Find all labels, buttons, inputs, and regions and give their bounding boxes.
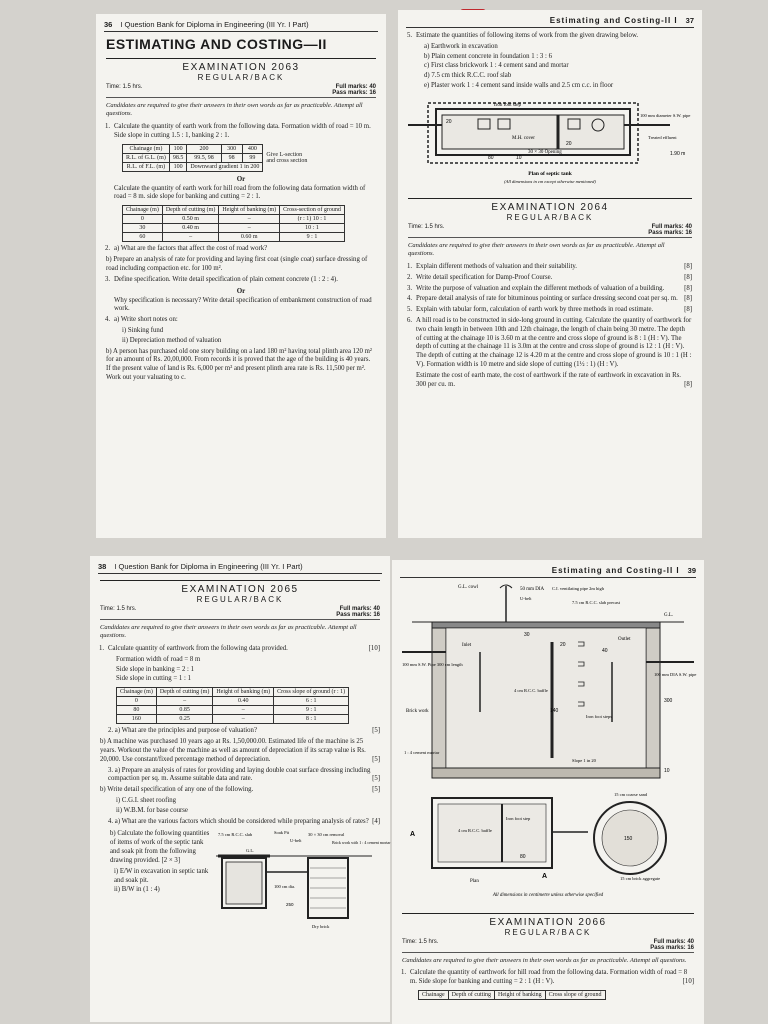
time: Time: 1.5 hrs. — [106, 84, 143, 90]
q3b-item-2: ii) W.B.M. for base course — [116, 806, 188, 814]
label-brickwork: Brick work with 1 : 4 cement mortar — [332, 840, 391, 846]
exam-meta — [408, 224, 692, 238]
question-6: 6. A hill road is to be constructed in side-long ground in cutting. Calculate the quantity of earthwork for two chain length in between 10th and 12th chainage, the length of chain being 30 metre. The depth of cutting at the chainage 10 is 3.60 m at the centre and cross slope of ground is 8 : 1 (H : V). The depth of cutting at the chainage 11 is 3.0m at the centre and cross slope of ground is 12 : 1 (H : V). The depth of cutting at the chainage 12 is 4.20 m at the centre and cross slope of ground is 10 : 1 (H : V). Formation width is 10 metre and side slope of cutting (1½ : 1) (H : V). — [407, 316, 692, 369]
exam-year: EXAMINATION 2063 — [182, 62, 300, 73]
question-5: 5. Explain with tabular form, calculation of earth work by three methods in road estimate. [8] — [407, 306, 692, 314]
dim-20a: 20 — [446, 118, 452, 125]
exam-year: EXAMINATION 2066 — [489, 917, 607, 928]
question-2a: 2. a) What are the factors that affect the cost of road work? — [105, 245, 268, 253]
item-d: d) 7.5 cm thick R.C.C. roof slab — [424, 72, 512, 80]
label-sw-pipe-2: 100 mm DIA S.W. pipe — [654, 672, 697, 677]
book-title: I Question Bank for Diploma in Engineering (III Yr. I Part) — [114, 562, 303, 571]
label-soak-pit: Soak Pit — [274, 830, 290, 836]
dim-140: 140 — [550, 708, 559, 714]
figure-note: All dimensions in centimetre unless otherwise specified — [492, 893, 604, 898]
question-3: 3. Define specification. Write detail specification of plain cement concrete (1 : 2 : 4). — [105, 275, 338, 283]
label-slab: 7.5 cm R.C.C. slab precast — [572, 600, 620, 605]
item-c: c) First class brickwork 1 : 4 cement sand and mortar — [424, 62, 569, 70]
question-1-alt: Calculate the quantity of earth work for hill road from the following data formation width of road = 8 m. side slope for banking and cutting = 2 : 1. — [114, 184, 366, 201]
label-ubelt: U-belt — [290, 838, 302, 844]
exam-heading — [106, 58, 376, 82]
question-1: 1. Calculate quantity of earthwork from the following data provided. [10] — [99, 644, 380, 652]
label-ci-pipe: C.I. ventilating pipe 2m high — [552, 586, 604, 591]
page-number: 37 — [685, 16, 694, 25]
label-sw-pipe: 100 mm S.W. Pipe 300 cm length — [402, 662, 463, 667]
exam-type: REGULAR/BACK — [504, 928, 592, 937]
full-marks: Full marks: 40 — [651, 223, 692, 230]
dim-30: 30 — [524, 632, 530, 638]
full-marks: Full marks: 40 — [339, 606, 380, 612]
septic-tank-section-figure — [402, 582, 697, 907]
q4b-item-2: ii) B/W in (1 : 4) — [114, 886, 160, 894]
question-4: 4. Prepare detail analysis of rate for bituminous pointing or surface dressing second coat per sq. m. [8] — [407, 295, 692, 303]
label-slab: 7.5 cm R.C.C. slab — [218, 832, 253, 838]
section-mark-a: A — [410, 831, 416, 838]
pass-marks: Pass marks: 16 — [332, 90, 376, 96]
label-iron-steps: Iron foot steps — [586, 714, 612, 719]
exam-heading — [402, 913, 694, 937]
page-39 — [392, 560, 704, 1024]
q1b-data-table: Chainage (m) Depth of cutting (m) Height of banking (m) Cross-section of ground 0 0.50 m – (r : 1) 10 : 1 30 0.40 m – 10 : 1 60 – 0.60 m 9 : 1 — [122, 205, 345, 242]
dim-10: 10 — [516, 154, 522, 161]
label-plan-iron-step: Iron foot step — [506, 816, 531, 821]
pass-marks: Pass marks: 16 — [336, 612, 380, 618]
item-e: e) Plaster work 1 : 4 cement sand inside walls and 2.5 cm c.c. in floor — [424, 82, 614, 90]
label-gl: G.L. — [246, 848, 255, 854]
septic-tank-section-drawing — [402, 582, 697, 902]
exam-meta — [402, 939, 694, 953]
dim-80: 80 — [488, 154, 494, 161]
figure-caption: Plan of septic tank — [528, 170, 572, 177]
exam-year: EXAMINATION 2065 — [181, 584, 299, 595]
page-number: 39 — [687, 566, 696, 575]
page-number: 36 — [104, 20, 113, 29]
question-4a: 4. a) Write short notes on: — [105, 316, 178, 324]
figure-note: (All dimensions in cm except otherwise mentioned) — [504, 178, 596, 184]
question-3-alt: Why specification is necessary? Write detail specification of embankment construction of road work. — [114, 296, 372, 313]
exam-type: REGULAR/BACK — [506, 212, 594, 222]
q4-item-1: i) Sinking fund — [122, 326, 164, 334]
label-aggregate: 15 cm brick aggregate — [620, 876, 661, 881]
question-4a: 4. a) What are the various factors which should be considered while preparing analysis of rates? [4] — [108, 817, 380, 825]
item-a: a) Earthwork in excavation — [424, 42, 498, 50]
label-opening: 30 × 30 Opening — [528, 149, 562, 155]
q1-line-3: Side slope in cutting = 1 : 1 — [116, 675, 192, 683]
instructions: Candidates are required to give their answers in their own words as far as practicable. Attempt all questions. — [106, 102, 363, 118]
question-3a: 3. a) Prepare an analysis of rates for providing and laying double coat surface dressing including compaction per sq. m. Assume suitable data and rate. [5] — [108, 766, 380, 783]
full-marks: Full marks: 40 — [335, 84, 376, 90]
question-5: 5. Estimate the quantities of following items of work from the given drawing below. — [407, 32, 639, 39]
pass-marks: Pass marks: 16 — [648, 229, 692, 236]
dim-80: 80 — [520, 854, 526, 860]
q1-line-2: Side slope in banking = 2 : 1 — [116, 665, 195, 673]
running-header — [98, 562, 382, 574]
label-opening: 30 × 30 cm removal — [308, 832, 345, 838]
question-3: 3. Write the purpose of valuation and explain the different methods of valuation of a building. [8] — [407, 284, 692, 292]
page-36 — [96, 14, 386, 538]
dim-20: 20 — [560, 642, 566, 648]
running-title: Estimating and Costing-II I — [551, 566, 680, 575]
question-4b: b) Calculate the following quantities of items of work of the septic tank and soak pit from the following drawing provided. [2 × 3] — [110, 830, 210, 864]
page-37 — [398, 10, 702, 538]
label-plan: Plan — [470, 879, 479, 884]
question-1: 1. Calculate the quantity of earth work from the following data. Formation width of road = 10 m. Side slope in cutting 1.5 : 1, banking 2 : 1. — [105, 122, 371, 139]
pass-marks: Pass marks: 16 — [650, 945, 694, 951]
q4-item-2: ii) Depreciation method of valuation — [122, 336, 222, 344]
label-mh-cover: M.H. cover — [512, 135, 535, 141]
label-baffle: 4 cm R.C.C. baffle — [514, 688, 548, 693]
dim-300: 300 — [664, 698, 673, 704]
label-gl: G.L. — [664, 613, 674, 618]
page-38 — [90, 556, 390, 1022]
q1-data-table: Chainage Depth of cutting Height of banking Cross slope of ground — [418, 990, 606, 1000]
q4b-item-1: i) E/W in excavation in septic tank and soak pit. — [114, 867, 209, 884]
question-1: 1. Explain different methods of valuation and their suitability. [8] — [407, 262, 692, 270]
running-header — [400, 566, 696, 578]
exam-meta — [106, 84, 376, 98]
label-mortar: 1 : 4 cement mortar — [404, 750, 440, 755]
label-inlet: Inlet — [462, 643, 472, 648]
label-sw-pipe: 100 mm diameter S.W. pipe — [640, 112, 691, 118]
q1-data-table: Chainage (m) Depth of cutting (m) Height of banking (m) Cross slope of ground (r : 1) 0 – 0.40 6 : 1 80 0.85 – 9 : 1 160 0.25 – 8 : 1 — [116, 687, 349, 724]
q3b-item-1: i) C.G.I. sheet roofing — [116, 796, 177, 804]
instructions: Candidates are required to give their answers in their own words as far as practicable. Attempt all questions. — [402, 957, 687, 964]
question-2b: b) Prepare an analysis of rate for providing and laying first coat (single coat) surface dressing of road including compaction etc. for 100 m². — [106, 256, 368, 272]
label-dia: 50 mm DIA — [520, 587, 545, 592]
question-2a: 2. a) What are the principles and purpose of valuation? [5] — [108, 727, 380, 735]
full-marks: Full marks: 40 — [653, 939, 694, 945]
instructions: Candidates are required to give their answers in their own words as far as practicable. Attempt all questions. — [408, 241, 665, 258]
label-brick-work: Brick work — [406, 709, 429, 714]
running-header — [104, 20, 378, 32]
dim-190: 1.90 m — [670, 150, 686, 157]
exam-meta — [100, 606, 380, 620]
time: Time: 1.5 hrs. — [100, 606, 137, 612]
dim-10: 10 — [664, 768, 670, 774]
exam-heading — [408, 198, 692, 222]
label-dry-brick: Dry brick — [312, 924, 330, 930]
running-title: Estimating and Costing-II I — [549, 16, 678, 25]
septic-tank-plan-drawing — [408, 95, 692, 187]
label-gl-cowl: G.L. cowl — [458, 585, 479, 590]
question-2: 2. Write detail specification for Damp-Proof Course. [8] — [407, 273, 692, 281]
label-treated: Treated effluent — [648, 134, 677, 140]
question-3b: b) Write detail specification of any one of the following. [5] — [100, 786, 380, 794]
or-divider: Or — [236, 174, 246, 183]
instructions: Candidates are required to give their answers in their own words as far as practicable. Attempt all questions. — [100, 624, 357, 640]
dim-250: 250 — [286, 902, 294, 908]
label-iron-step: Iron foot step — [494, 102, 521, 108]
septic-tank-plan-figure — [408, 95, 692, 192]
item-b: b) Plain cement concrete in foundation 1 : 3 : 6 — [424, 52, 552, 60]
question-1: 1. Calculate the quantity of earthwork for hill road from the following data. Formation width of road = 8 m. Side slope for banking and cutting = 2 : 1 (H : V). [10] — [401, 969, 694, 986]
label-plan-baffle: 4 cm R.C.C. baffle — [458, 828, 492, 833]
exam-type: REGULAR/BACK — [196, 595, 284, 604]
time: Time: 1.5 hrs. — [402, 939, 439, 945]
page-number: 38 — [98, 562, 107, 571]
section-mark-a-2: A — [542, 873, 548, 880]
q1-data-table: Chainage (m) 100 200 300 400 Give L-section and cross section R.L. of G.L. (m) 98.5 99.5, 98 98 99 R.L. of F.L. (m) 100 Downward gradient 1 in 200 — [122, 144, 315, 172]
time: Time: 1.5 hrs. — [408, 223, 445, 230]
label-ubelt: U-belt — [520, 596, 532, 601]
book-title: I Question Bank for Diploma in Engineering (III Yr. I Part) — [120, 20, 309, 29]
q1-line-1: Formation width of road = 8 m — [116, 655, 201, 663]
dim-40: 40 — [602, 648, 608, 654]
exam-heading — [100, 580, 380, 604]
exam-year: EXAMINATION 2064 — [491, 201, 609, 213]
question-4b: b) A person has purchased old one story building on a land 180 m² having total plinth area 120 m² for an amount of Rs. 20,00,000. From records it is proved that the age of the building is 40 years. If the present value of land is Rs. 6,000 per m² and present plinth area rate is Rs. 11,500 per m². Work out your valuating to c. — [106, 347, 372, 382]
exam-type: REGULAR/BACK — [197, 73, 285, 82]
dim-150: 150 — [624, 836, 633, 842]
soak-pit-section-drawing — [212, 828, 391, 932]
label-outlet: Outlet — [618, 637, 631, 642]
dim-20b: 20 — [566, 140, 572, 147]
or-divider-2: Or — [236, 286, 246, 295]
label-coarse-sand: 15 cm coarse sand — [614, 792, 648, 797]
chapter-title: ESTIMATING AND COSTING—II — [106, 36, 327, 52]
label-dia: 100 cm dia. — [274, 884, 296, 890]
running-header — [406, 16, 694, 28]
question-2b: b) A machine was purchased 10 years ago at Rs. 1,50,000.00. Estimated life of the machine is 25 years. Workout the value of the machine as well as amount of depreciation if its scrap value is Rs. 20,000. Use constant/fixed percentage method of depreciation. [5] — [100, 738, 380, 763]
question-6b: Estimate the cost of earth mate, the cost of earthwork if the rate of earthwork in excavation in Rs. 300 per cu. m. [8] — [416, 371, 692, 388]
label-slope: Slope 1 in 20 — [572, 758, 596, 763]
